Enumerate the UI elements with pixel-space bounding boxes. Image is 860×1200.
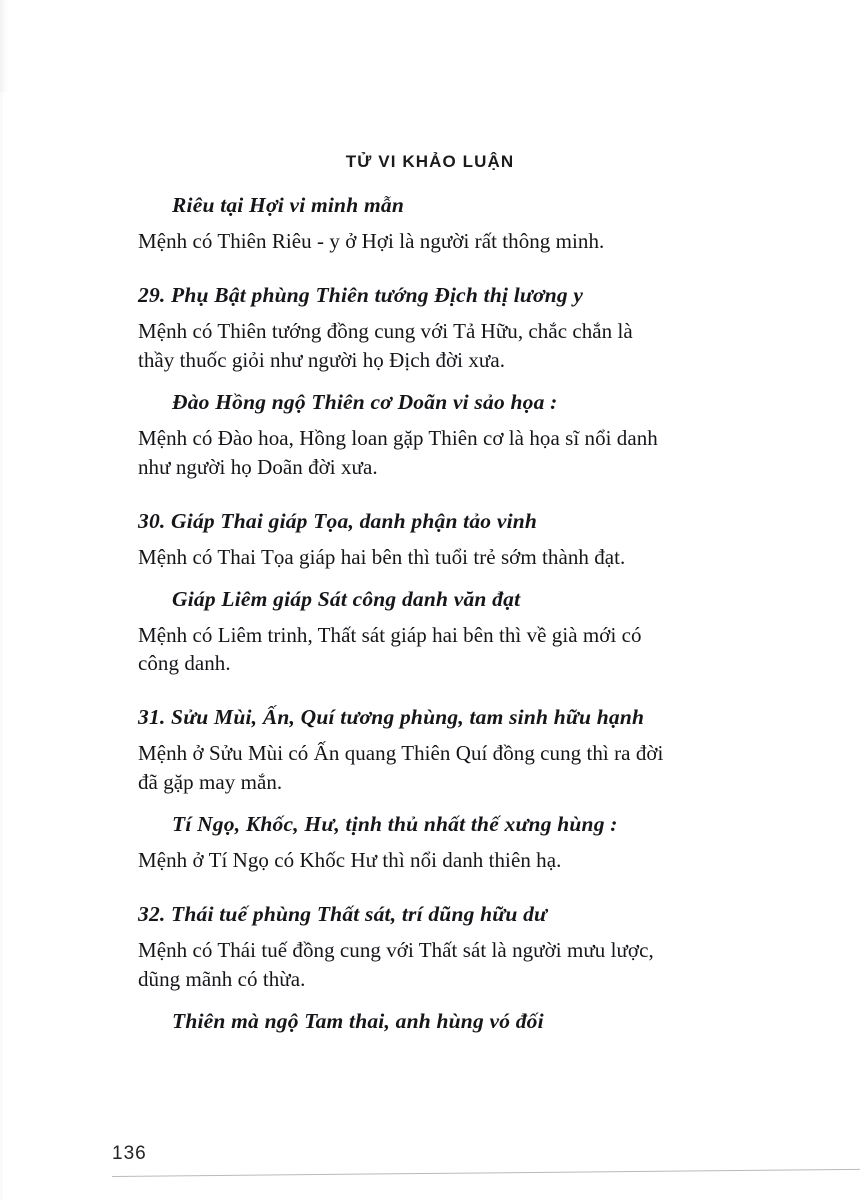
section-heading: 32. Thái tuế phùng Thất sát, trí dũng hữu dư (138, 902, 548, 927)
body-line: thầy thuốc giỏi như người họ Địch đời xưa. (138, 347, 505, 372)
page-bottom-rule (112, 1169, 860, 1177)
section-heading: Thiên mà ngộ Tam thai, anh hùng vó đối (172, 1009, 544, 1034)
text-block (138, 586, 774, 679)
scan-corner-shadow (0, 0, 9, 92)
section-heading: Đào Hồng ngộ Thiên cơ Doãn vi sảo họa : (172, 389, 558, 414)
text-block (138, 389, 774, 482)
text-block (138, 811, 774, 875)
text-block (138, 508, 774, 572)
text-block (138, 901, 774, 994)
body-line: Mệnh ở Tí Ngọ có Khốc Hư thì nổi danh thiên hạ. (138, 848, 562, 873)
section-heading: 29. Phụ Bật phùng Thiên tướng Địch thị lương y (138, 282, 584, 307)
scan-edge-artifact (0, 0, 3, 1200)
text-block (138, 282, 774, 375)
body-line: Mệnh có Thiên Riêu - y ở Hợi là người rất thông minh. (138, 228, 605, 253)
body-line: Mệnh có Đào hoa, Hồng loan gặp Thiên cơ là họa sĩ nổi danh (138, 425, 658, 450)
body-line: đã gặp may mắn. (138, 770, 283, 795)
text-block (138, 1008, 774, 1036)
body-line: Mệnh có Thái tuế đồng cung với Thất sát là người mưu lược, (138, 938, 654, 963)
section-heading: Giáp Liêm giáp Sát công danh văn đạt (172, 586, 521, 611)
section-heading: Tí Ngọ, Khốc, Hư, tịnh thủ nhất thế xưng hùng : (172, 812, 618, 837)
page-body (138, 192, 774, 1062)
text-block (138, 192, 774, 256)
section-heading: 31. Sửu Mùi, Ấn, Quí tương phùng, tam sinh hữu hạnh (138, 705, 645, 730)
text-block (138, 704, 774, 797)
running-head: TỬ VI KHẢO LUẬN (345, 152, 515, 171)
body-line: Mệnh có Liêm trinh, Thất sát giáp hai bên thì về già mới có (138, 622, 642, 647)
body-line: Mệnh có Thai Tọa giáp hai bên thì tuổi trẻ sớm thành đạt. (138, 544, 626, 569)
body-line: công danh. (138, 651, 231, 676)
body-line: Mệnh ở Sửu Mùi có Ấn quang Thiên Quí đồng cung thì ra đời (138, 741, 664, 766)
body-line: dũng mãnh có thừa. (138, 967, 306, 992)
page-number: 136 (112, 1143, 147, 1164)
section-heading: Riêu tại Hợi vi minh mẫn (172, 193, 404, 217)
body-line: như người họ Doãn đời xưa. (138, 454, 378, 479)
section-heading: 30. Giáp Thai giáp Tọa, danh phận tảo vinh (138, 508, 538, 533)
body-line: Mệnh có Thiên tướng đồng cung với Tả Hữu, chắc chắn là (138, 318, 633, 343)
